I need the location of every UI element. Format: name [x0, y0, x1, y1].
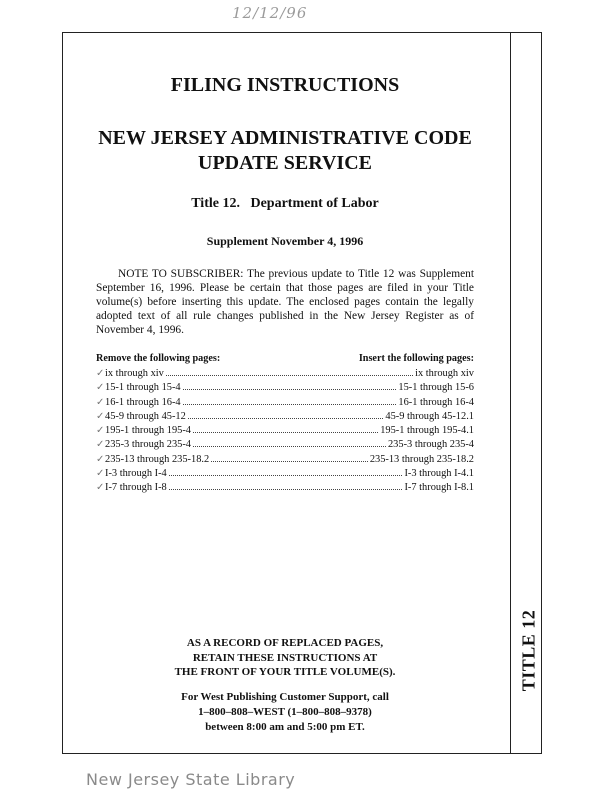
customer-support — [96, 690, 474, 734]
dot-leader — [193, 437, 386, 447]
side-tab-divider — [510, 32, 511, 754]
check-mark-icon: ✓ — [96, 482, 105, 494]
side-tab — [516, 600, 542, 700]
table-row — [96, 423, 474, 437]
insert-pages-cell: 235-3 through 235-4 — [387, 439, 474, 451]
check-mark-icon: ✓ — [96, 425, 105, 437]
table-row — [96, 466, 474, 480]
check-mark-icon: ✓ — [96, 439, 105, 451]
table-row — [96, 366, 474, 380]
check-mark-icon: ✓ — [96, 382, 105, 394]
support-hours: between 8:00 am and 5:00 pm ET. — [205, 720, 365, 733]
check-mark-icon: ✓ — [96, 468, 105, 480]
remove-pages-cell: 235-13 through 235-18.2 — [105, 453, 210, 465]
library-stamp: New Jersey State Library — [86, 770, 296, 789]
insert-pages-cell: 15-1 through 15-6 — [398, 382, 474, 394]
table-row — [96, 452, 474, 466]
remove-pages-cell: ix through xiv — [105, 368, 164, 379]
dot-leader — [169, 466, 403, 476]
record-instructions — [96, 636, 474, 680]
insert-pages-cell: ix through xiv — [415, 368, 474, 379]
support-line-1: For West Publishing Customer Support, call — [181, 691, 389, 703]
table-row — [96, 480, 474, 494]
record-line-3: THE FRONT OF YOUR TITLE VOLUME(S). — [174, 666, 396, 678]
insert-pages-cell: 16-1 through 16-4 — [398, 396, 474, 408]
pages-table-header — [96, 353, 474, 364]
insert-pages-cell: 195-1 through 195-4.1 — [380, 425, 474, 437]
code-title-line-2: UPDATE SERVICE — [198, 152, 372, 174]
remove-pages-cell: 45-9 through 45-12 — [105, 410, 186, 422]
dot-leader — [166, 366, 413, 376]
filing-content — [96, 70, 474, 495]
insert-pages-header: Insert the following pages: — [358, 353, 474, 364]
supplement-date: Supplement November 4, 1996 — [206, 234, 364, 248]
code-title-line-1: NEW JERSEY ADMINISTRATIVE CODE — [98, 127, 472, 149]
code-title — [96, 126, 474, 176]
handwritten-date-note: 12/12/96 — [232, 4, 308, 22]
check-mark-icon: ✓ — [96, 410, 105, 422]
dot-leader — [193, 423, 378, 433]
check-mark-icon: ✓ — [96, 368, 105, 379]
remove-pages-cell: 16-1 through 16-4 — [105, 396, 181, 408]
support-phone: 1–800–808–WEST (1–800–808–9378) — [198, 705, 372, 718]
insert-pages-cell: 235-13 through 235-18.2 — [369, 453, 474, 465]
side-tab-title: TITLE 12 — [518, 609, 539, 691]
remove-pages-cell: I-3 through I-4 — [105, 468, 167, 480]
pages-table — [96, 366, 474, 495]
page-title: FILING INSTRUCTIONS — [170, 74, 400, 96]
insert-pages-cell: I-7 through I-8.1 — [404, 482, 474, 494]
dot-leader — [183, 380, 397, 390]
dot-leader — [183, 395, 397, 405]
dot-leader — [188, 409, 384, 419]
table-row — [96, 395, 474, 409]
remove-pages-header: Remove the following pages: — [96, 353, 221, 364]
subscriber-note: NOTE TO SUBSCRIBER: The previous update to Title 12 was Supplement September 16, 1996. Please be certain that those pages are filed in your Title volume(s) before inserting this update. The enclosed pages contain the legally adopted text of all rule changes published in the New Jersey Register as of November 4, 1996. — [96, 268, 474, 336]
insert-pages-cell: I-3 through I-4.1 — [404, 468, 474, 480]
dot-leader — [211, 452, 368, 462]
remove-pages-cell: 15-1 through 15-4 — [105, 382, 181, 394]
remove-pages-cell: I-7 through I-8 — [105, 482, 167, 494]
table-row — [96, 380, 474, 394]
table-row — [96, 437, 474, 451]
remove-pages-cell: 235-3 through 235-4 — [105, 439, 192, 451]
record-line-2: RETAIN THESE INSTRUCTIONS AT — [192, 651, 378, 664]
check-mark-icon: ✓ — [96, 396, 105, 408]
check-mark-icon: ✓ — [96, 453, 105, 465]
dot-leader — [169, 480, 403, 490]
insert-pages-cell: 45-9 through 45-12.1 — [385, 410, 474, 422]
title-department: Title 12. Department of Labor — [191, 196, 379, 211]
record-line-1: AS A RECORD OF REPLACED PAGES, — [186, 637, 384, 649]
table-row — [96, 409, 474, 423]
remove-pages-cell: 195-1 through 195-4 — [105, 425, 192, 437]
